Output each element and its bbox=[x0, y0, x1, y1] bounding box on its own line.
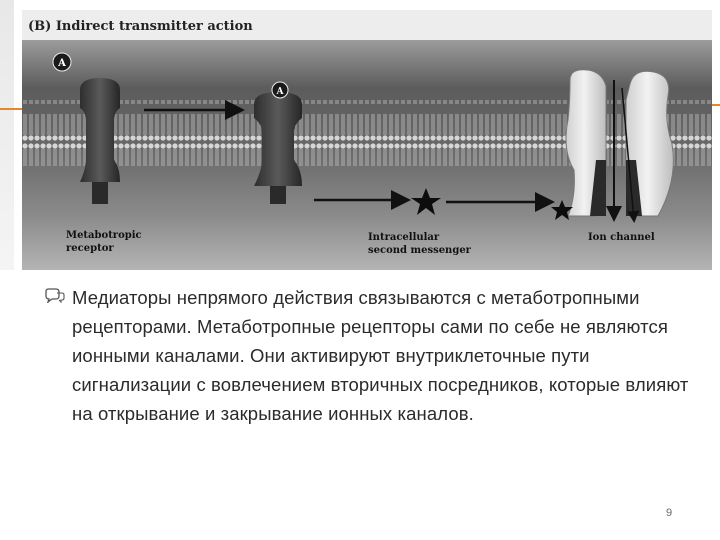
transmitter-a-bound bbox=[272, 82, 288, 98]
label-second-messenger: second messenger bbox=[368, 245, 471, 256]
bullet-item bbox=[44, 283, 694, 428]
indirect-transmitter-figure bbox=[22, 10, 712, 270]
accent-line-right bbox=[712, 104, 720, 106]
label-ion-channel: Ion channel bbox=[588, 232, 655, 243]
transmitter-a-free bbox=[53, 53, 71, 71]
left-decor-bar bbox=[0, 0, 14, 270]
label-receptor: receptor bbox=[66, 243, 114, 254]
page-number: 9 bbox=[666, 507, 673, 519]
label-metabotropic: Metabotropic bbox=[66, 230, 142, 241]
accent-line-left bbox=[0, 108, 22, 110]
lipid-bilayer bbox=[22, 100, 712, 166]
transmitter-label-1: A bbox=[58, 58, 66, 69]
figure-title: (B) Indirect transmitter action bbox=[28, 19, 253, 34]
bullet-text: Медиаторы непрямого действия связываются с метаботропными рецепторами. Метаботропные рецепторы сами по себе не являются ионными каналами. Они активируют внутриклеточные пути сигнализации с вовлечением вторичных посредников, которые влияют на открывание и закрывание ионных каналов. bbox=[72, 287, 689, 424]
bullet-icon bbox=[44, 287, 66, 303]
label-intracellular: Intracellular bbox=[368, 232, 440, 243]
transmitter-label-2: A bbox=[276, 87, 284, 97]
